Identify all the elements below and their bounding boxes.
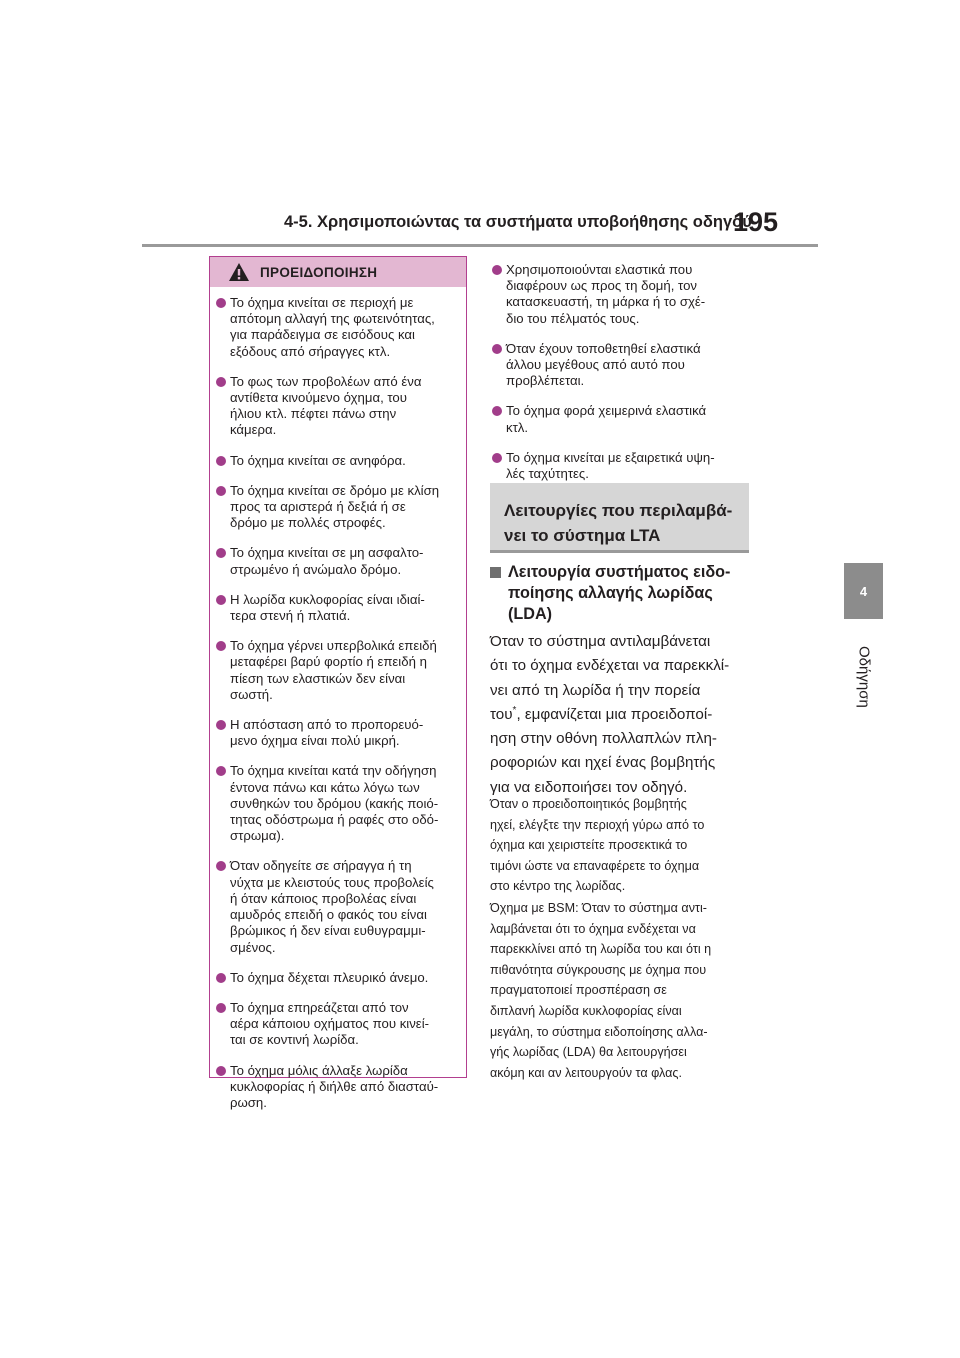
bullet-text-line: μεταφέρει βαρύ φορτίο ή επειδή η [230, 654, 427, 670]
paragraph-line: μεγάλη, το σύστημα ειδοποίησης αλλα- [490, 1024, 708, 1039]
bullet-text-line: ή όταν κάποιος προβολέας είναι [230, 890, 417, 906]
bullet-dot-icon [216, 548, 226, 558]
footnote-marker: * [512, 704, 517, 716]
bullet-dot-icon [216, 1066, 226, 1076]
bullet-text-line: Το όχημα φορά χειμερινά ελαστικά [506, 403, 707, 419]
bullet-item [492, 262, 752, 327]
bullet-text-line: Η λωρίδα κυκλοφορίας είναι ιδιαί- [230, 591, 425, 607]
warning-header [210, 257, 466, 287]
bullet-dot-icon [216, 377, 226, 387]
bullet-text-line: Χρησιμοποιούνται ελαστικά που [506, 262, 693, 277]
bullet-text-line: Το όχημα κινείται κατά την οδήγηση [230, 763, 437, 779]
bullet-text-line: συνθηκών του δρόμου (κακής ποιό- [230, 795, 439, 811]
paragraph-line: Όταν ο προειδοποιητικός βομβητής [490, 797, 687, 811]
bullet-text-line: στρωμένο ή ανώμαλο δρόμο. [230, 561, 402, 577]
bullet-item [216, 1000, 460, 1049]
paragraph-line: γής λωρίδας (LDA) θα λειτουργήσει [490, 1045, 687, 1060]
paragraph-line: Όχημα με BSM: Όταν το σύστημα αντι- [490, 901, 707, 915]
paragraph-line: τιμόνι ώστε να επαναφέρετε το όχημα [490, 858, 700, 873]
bullet-text-line: απότομη αλλαγή της φωτεινότητας, [230, 311, 435, 327]
intro-line: ροφοριών και ηχεί ένας βομβητής [490, 754, 716, 772]
warning-title: ΠΡΟΕΙΔΟΠΟΙΗΣΗ [260, 264, 378, 280]
bullet-dot-icon [216, 861, 226, 871]
intro-paragraph [490, 630, 752, 800]
bullet-item [216, 970, 460, 986]
bullet-text-line: νύχτα με κλειστούς τους προβολείς [230, 874, 434, 890]
buzzer-paragraph [490, 794, 752, 897]
bullet-dot-icon [492, 265, 502, 275]
bullet-dot-icon [216, 298, 226, 308]
bullet-text-line: Το όχημα δέχεται πλευρικό άνεμο. [230, 969, 429, 985]
warning-triangle-icon [228, 262, 250, 282]
bullet-text-line: Το όχημα κινείται σε μη ασφαλτο- [230, 545, 424, 561]
paragraph-line: ηχεί, ελέγξτε την περιοχή γύρω από το [490, 817, 705, 832]
bullet-dot-icon [216, 486, 226, 496]
bullet-dot-icon [216, 456, 226, 466]
bullet-text-line: αμυδρός επειδή ο φακός του είναι [230, 907, 427, 923]
bullet-text-line: για παράδειγμα σε εισόδους και [230, 327, 415, 343]
bullet-text-line: Όταν έχουν τοποθετηθεί ελαστικά [506, 340, 701, 356]
subheading-line: Λειτουργία συστήματος ειδο- [508, 563, 731, 581]
bullet-text-line: βρώμικος ή δεν είναι ευθυγραμμι- [230, 923, 426, 939]
bsm-paragraph [490, 898, 752, 1083]
bullet-text-line: προς τα αριστερά ή δεξιά ή σε [230, 499, 406, 515]
bullet-item [216, 295, 460, 360]
bullet-text-line: λές ταχύτητες. [506, 466, 589, 482]
paragraph-line: όχημα και χειριστείτε προσεκτικά το [490, 838, 688, 853]
bullet-item [216, 545, 460, 577]
bullet-dot-icon [492, 453, 502, 463]
right-column [490, 256, 752, 496]
bullet-text-line: τερα στενή ή πλατιά. [230, 608, 351, 624]
section-heading-line: νει το σύστημα LTA [504, 526, 661, 545]
bullet-text-line: Το όχημα κινείται σε ανηφόρα. [230, 452, 406, 468]
paragraph-line: πραγματοποιεί προσπέραση σε [490, 983, 667, 998]
right-bullet-list [490, 256, 752, 482]
intro-line: Όταν το σύστημα αντιλαμβάνεται [490, 633, 711, 650]
section-heading [490, 483, 749, 553]
subheading-line: (LDA) [508, 605, 553, 623]
bullet-text-line: μενο όχημα είναι πολύ μικρή. [230, 733, 400, 749]
bullet-text-line: Η απόσταση από το προπορευό- [230, 717, 424, 733]
bullet-text-line: Όταν οδηγείτε σε σήραγγα ή τη [230, 858, 412, 874]
section-heading-line: Λειτουργίες που περιλαμβά- [504, 501, 733, 520]
bullet-dot-icon [492, 406, 502, 416]
intro-line: για να ειδοποιήσει τον οδηγό. [490, 778, 688, 796]
bullet-item [216, 1063, 460, 1112]
page-number: 195 [733, 207, 779, 237]
paragraph-line: διπλανή λωρίδα κυκλοφορίας είναι [490, 1003, 682, 1018]
bullet-text-line: Το όχημα κινείται με εξαιρετικά υψη- [506, 449, 715, 465]
bullet-text-line: κάμερα. [230, 422, 277, 438]
bullet-dot-icon [216, 595, 226, 605]
bullet-text-line: Το όχημα κινείται σε δρόμο με κλίση [230, 482, 440, 498]
bullet-text-line: έντονα πάνω και κάτω λόγω των [230, 779, 420, 795]
header-divider [142, 244, 818, 247]
bullet-text-line: ρωση. [230, 1094, 267, 1110]
bullet-item [216, 592, 460, 624]
bullet-text-line: σμένος. [230, 939, 276, 955]
paragraph-line: στο κέντρο της λωρίδας. [490, 879, 626, 894]
bullet-text-line: κτλ. [506, 419, 529, 435]
bullet-text-line: Το όχημα επηρεάζεται από τον [230, 999, 409, 1015]
bullet-text-line: σωστή. [230, 686, 273, 702]
bullet-text-line: Το όχημα κινείται σε περιοχή με [230, 295, 414, 310]
bullet-text-line: αντίθετα κινούμενο όχημα, του [230, 390, 407, 406]
intro-line: νει από τη λωρίδα ή την πορεία [490, 681, 701, 699]
bullet-item [492, 341, 752, 390]
bullet-item [216, 453, 460, 469]
bullet-text-line: προβλέπεται. [506, 373, 585, 389]
bullet-text-line: ται σε κοντινή λωρίδα. [230, 1032, 359, 1048]
bullet-text-line: αέρα κάποιου οχήματος που κινεί- [230, 1016, 430, 1032]
chapter-title: 4-5. Χρησιμοποιώντας τα συστήματα υποβοήθησης οδηγού [284, 213, 752, 231]
bullet-item [492, 403, 752, 435]
bullet-item [216, 374, 460, 439]
bullet-text-line: δρόμο με πολλές στροφές. [230, 515, 386, 531]
warning-list [210, 287, 466, 1111]
bullet-text-line: στρωμα). [230, 828, 285, 844]
bullet-item [492, 450, 752, 482]
bullet-dot-icon [216, 973, 226, 983]
bullet-dot-icon [216, 641, 226, 651]
intro-text: του [490, 705, 513, 723]
bullet-text-line: διο του πέλματός τους. [506, 310, 640, 326]
chapter-side-label: Οδήγηση [855, 646, 873, 708]
paragraph-line: πιθανότητα σύγκρουσης με όχημα που [490, 962, 707, 977]
bullet-item [216, 638, 460, 703]
intro-text: , εμφανίζεται μια προειδοποί- [516, 705, 713, 723]
subheading-lda [490, 562, 752, 625]
bullet-text-line: Το όχημα γέρνει υπερβολικά επειδή [230, 638, 437, 654]
warning-box [209, 256, 467, 1110]
square-bullet-icon [490, 567, 501, 578]
bullet-dot-icon [216, 766, 226, 776]
bullet-dot-icon [216, 720, 226, 730]
bullet-text-line: εξόδους από σήραγγες κτλ. [230, 343, 391, 359]
bullet-item [216, 717, 460, 749]
bullet-text-line: άλλου μεγέθους από αυτό που [506, 357, 685, 373]
intro-line [490, 703, 752, 727]
bullet-dot-icon [216, 1003, 226, 1013]
intro-line: ηση στην οθόνη πολλαπλών πλη- [490, 730, 717, 748]
paragraph-line: ακόμη και αν λειτουργούν τα φλας. [490, 1065, 682, 1080]
subheading-line: ποίησης αλλαγής λωρίδας [508, 584, 713, 602]
paragraph-line: λαμβάνεται ότι το όχημα ενδέχεται να [490, 921, 696, 936]
bullet-text-line: Το φως των προβολέων από ένα [230, 373, 422, 389]
bullet-dot-icon [492, 344, 502, 354]
bullet-item [216, 763, 460, 844]
bullet-text-line: ήλιου κτλ. πέφτει πάνω στην [230, 406, 397, 422]
bullet-text-line: τητας οδόστρωμα ή ραφές στο οδό- [230, 812, 439, 828]
paragraph-line: παρεκκλίνει από τη λωρίδα του και ότι η [490, 942, 712, 957]
chapter-tab[interactable]: 4 [844, 563, 883, 619]
bullet-text-line: κυκλοφορίας ή διήλθε από διασταύ- [230, 1078, 439, 1094]
bullet-item [216, 858, 460, 955]
bullet-text-line: κατασκευαστή, τη μάρκα ή το σχέ- [506, 294, 706, 310]
bullet-text-line: πίεση των ελαστικών δεν είναι [230, 670, 406, 686]
bullet-item [216, 483, 460, 532]
bullet-text-line: Το όχημα μόλις άλλαξε λωρίδα [230, 1062, 408, 1078]
bullet-text-line: διαφέρουν ως προς τη δομή, τον [506, 278, 697, 294]
intro-line: ότι το όχημα ενδέχεται να παρεκκλί- [490, 657, 730, 675]
